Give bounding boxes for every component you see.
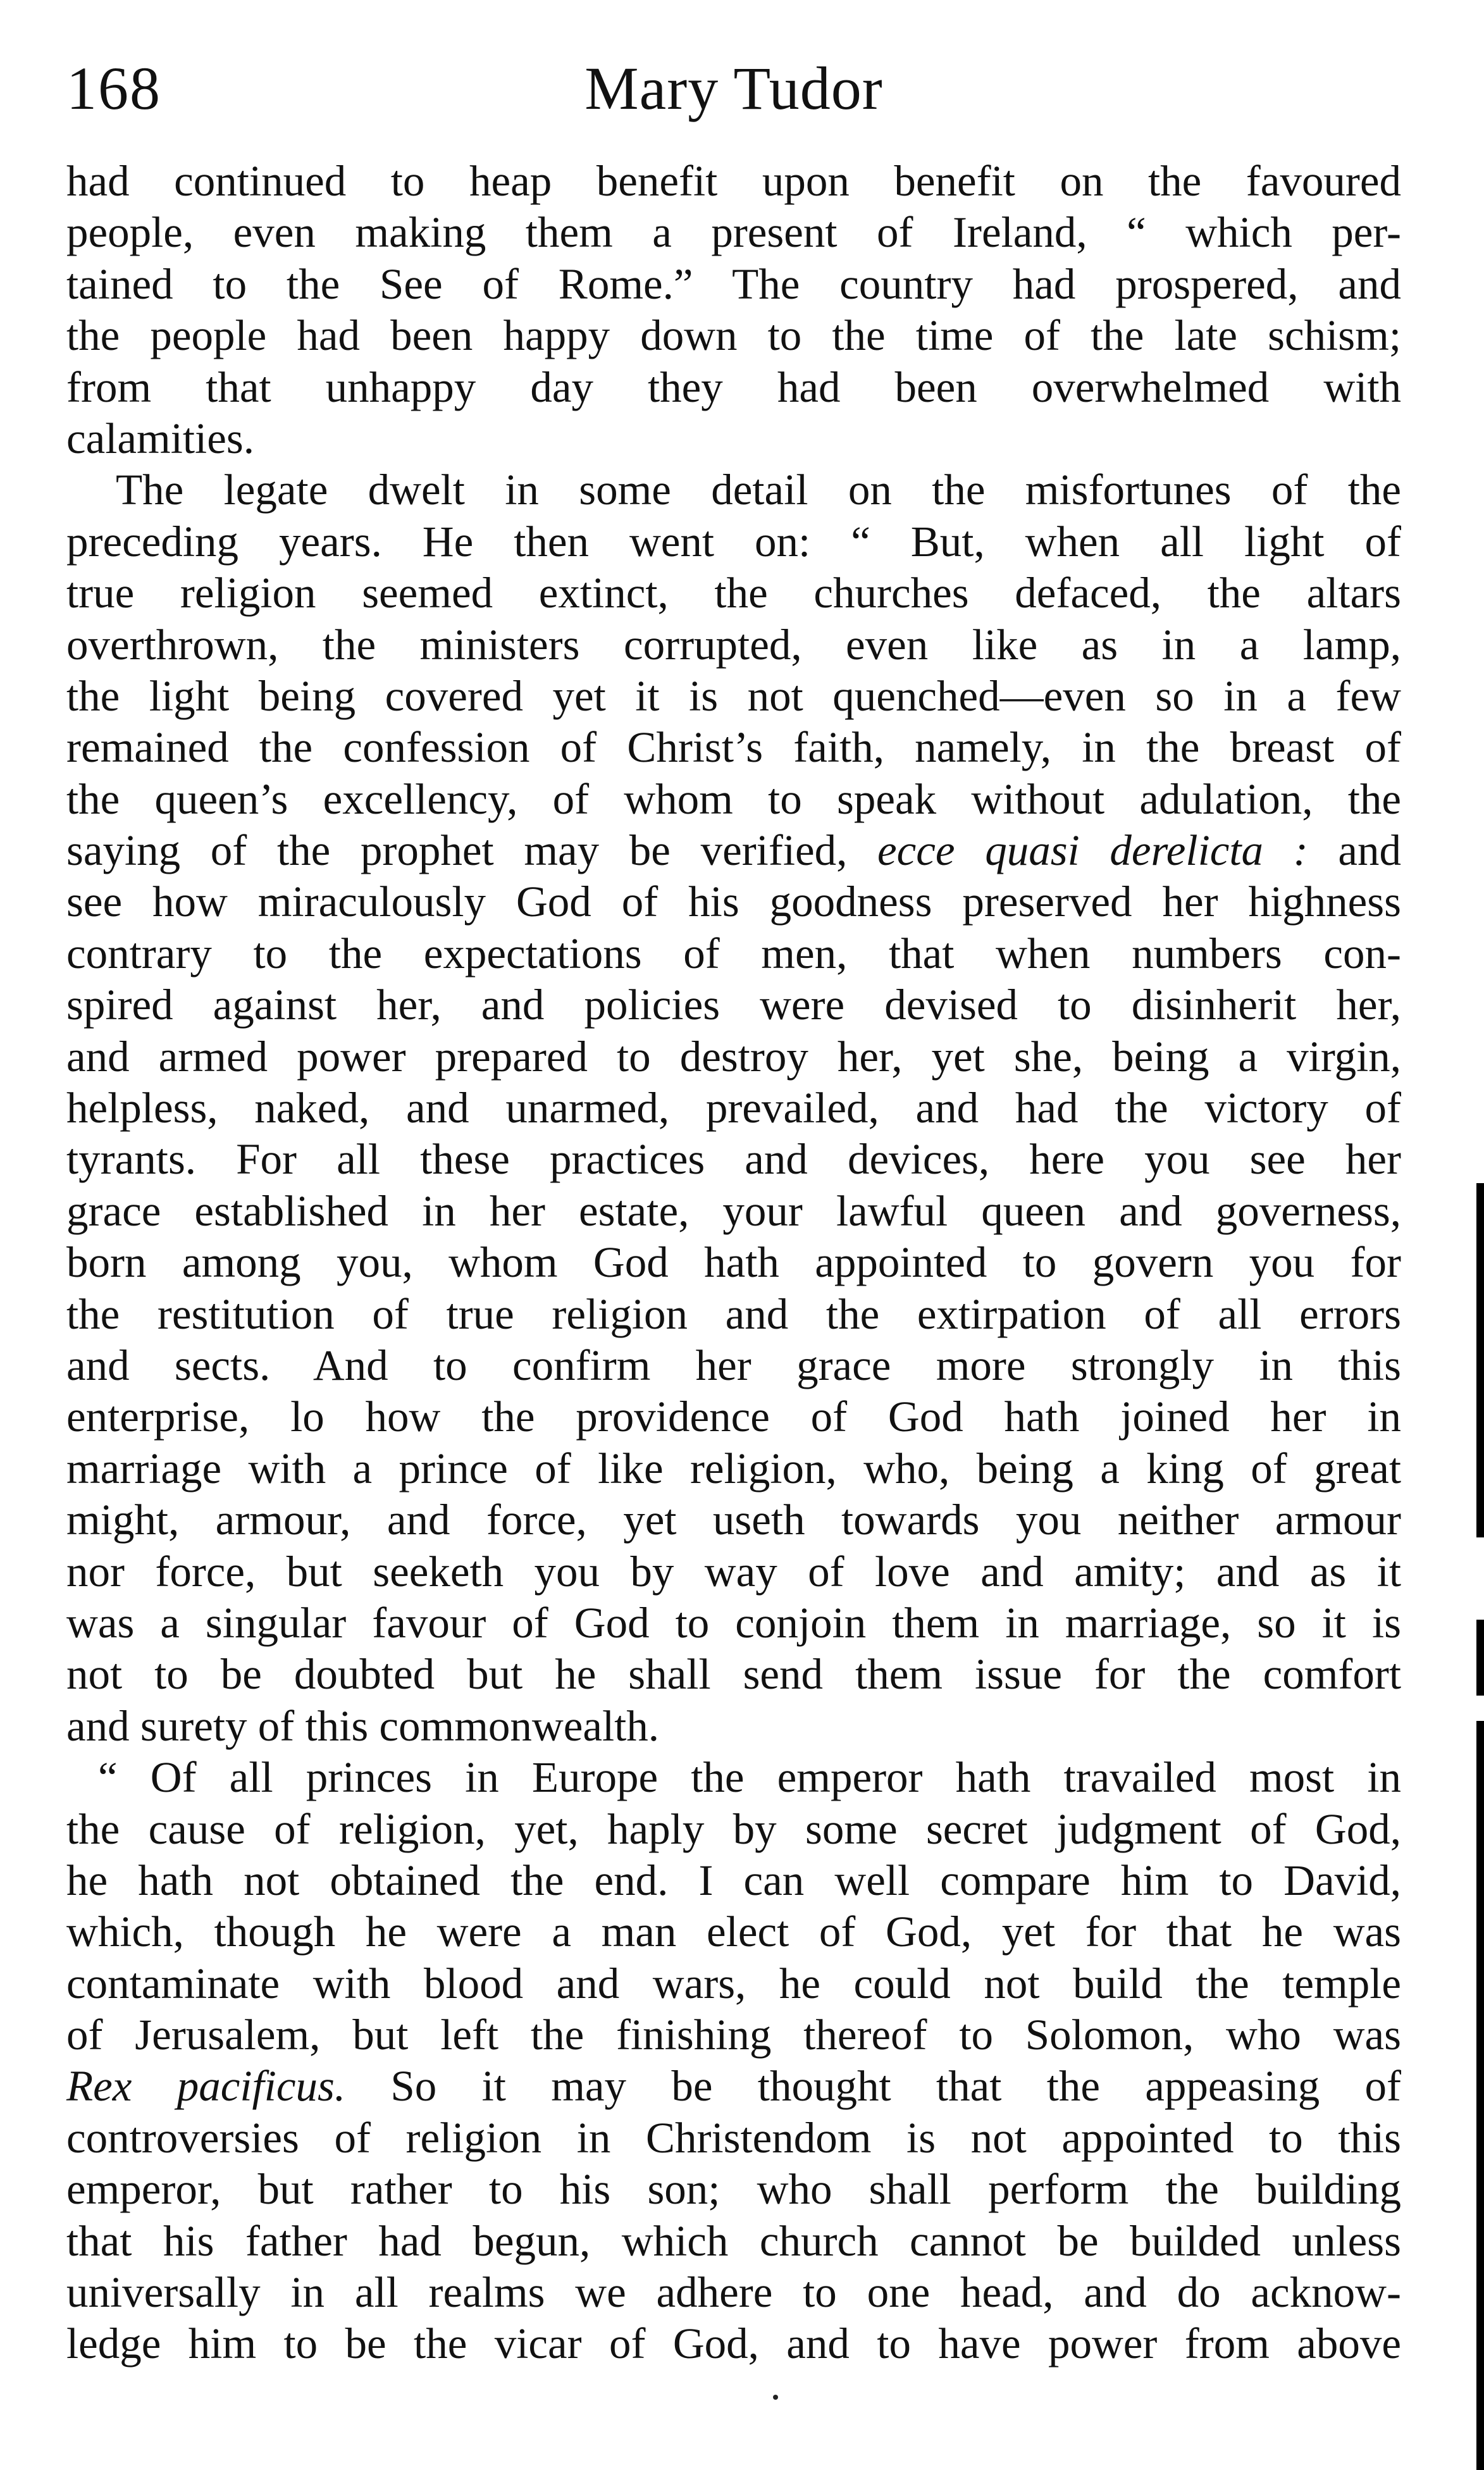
text-line: the people had been happy down to the time of the late schism; (66, 311, 1401, 360)
text-line: the restitution of true religion and the extirpation of all errors (66, 1289, 1401, 1338)
text-line: that his father had begun, which church cannot be builded unless (66, 2216, 1401, 2265)
text-line: universally in all realms we adhere to one head, and do acknow- (66, 2268, 1401, 2317)
text-line: and sects. And to confirm her grace more strongly in this (66, 1341, 1401, 1389)
text-line: remained the confession of Christ’s faith, namely, in the breast of (66, 723, 1401, 772)
text-line: preceding years. He then went on: “ But, when all light of (66, 517, 1401, 566)
italic-phrase: Rex pacificus. (66, 2062, 346, 2111)
text-line: which, though he were a man elect of God, yet for that he was (66, 1908, 1401, 1956)
italic-phrase: ecce quasi derelicta : (877, 826, 1308, 875)
text-line: the cause of religion, yet, haply by some secret judgment of God, (66, 1804, 1401, 1853)
text-line: was a singular favour of God to conjoin them in marriage, so it is (66, 1598, 1401, 1647)
text-line: born among you, whom God hath appointed to govern you for (66, 1238, 1401, 1287)
text-line: helpless, naked, and unarmed, prevailed, and had the victory of (66, 1084, 1401, 1133)
text-line: ledge him to be the vicar of God, and to have power from above (66, 2319, 1401, 2368)
text-line: not to be doubted but he shall send them issue for the comfort (66, 1650, 1401, 1699)
text-line: enterprise, lo how the providence of God hath joined her in (66, 1393, 1401, 1441)
text-line: the queen’s excellency, of whom to speak without adulation, the (66, 774, 1401, 823)
text-line (66, 825, 1401, 876)
text-line: tained to the See of Rome.” The country had prospered, and (66, 259, 1401, 308)
running-head: Mary Tudor (584, 54, 883, 122)
text-line: the light being covered yet it is not quenched—even so in a few (66, 671, 1401, 720)
scan-edge-shadow (1476, 1183, 1484, 1537)
page-header (66, 44, 1401, 133)
text-line: he hath not obtained the end. I can well compare him to David, (66, 1856, 1401, 1904)
text-line: and armed power prepared to destroy her, yet she, being a virgin, (66, 1032, 1401, 1081)
text-line: “ Of all princes in Europe the emperor hath travailed most in (98, 1753, 1401, 1802)
body-text (66, 156, 1401, 2370)
text-line: spired against her, and policies were devised to disinherit her, (66, 981, 1401, 1029)
text-line: contaminate with blood and wars, he could not build the temple (66, 1959, 1401, 2008)
text-segment: and (1308, 826, 1401, 875)
text-line: overthrown, the ministers corrupted, even like as in a lamp, (66, 620, 1401, 669)
text-line (66, 2061, 1401, 2112)
text-line: true religion seemed extinct, the churches defaced, the altars (66, 569, 1401, 618)
scan-edge-shadow (1476, 1620, 1484, 1696)
text-line: tyrants. For all these practices and devices, here you see her (66, 1135, 1401, 1184)
text-line: grace established in her estate, your lawful queen and governess, (66, 1186, 1401, 1235)
text-line: and surety of this commonwealth. (66, 1701, 660, 1750)
scan-edge-shadow (1476, 1721, 1484, 2470)
text-line: see how miraculously God of his goodness preserved her highness (66, 878, 1401, 926)
text-line: nor force, but seeketh you by way of love and amity; and as it (66, 1547, 1401, 1596)
text-segment: So it may be thought that the appeasing of (345, 2062, 1401, 2111)
text-line: emperor, but rather to his son; who shall perform the building (66, 2165, 1401, 2214)
text-line: calamities. (66, 414, 254, 462)
scan-speck (773, 2395, 778, 2400)
text-line: might, armour, and force, yet useth towards you neither armour (66, 1496, 1401, 1544)
text-line: controversies of religion in Christendom is not appointed to this (66, 2113, 1401, 2162)
text-line: of Jerusalem, but left the finishing thereof to Solomon, who was (66, 2011, 1401, 2059)
text-line: contrary to the expectations of men, that when numbers con- (66, 929, 1401, 977)
page-number: 168 (66, 54, 161, 122)
text-line: from that unhappy day they had been overwhelmed with (66, 363, 1401, 411)
text-segment: saying of the prophet may be verified, (66, 826, 878, 875)
text-line: had continued to heap benefit upon benefit on the favoured (66, 157, 1401, 205)
text-line: marriage with a prince of like religion, who, being a king of great (66, 1444, 1401, 1493)
text-line: people, even making them a present of Ireland, “ which per- (66, 208, 1401, 257)
text-line: The legate dwelt in some detail on the misfortunes of the (116, 466, 1401, 514)
